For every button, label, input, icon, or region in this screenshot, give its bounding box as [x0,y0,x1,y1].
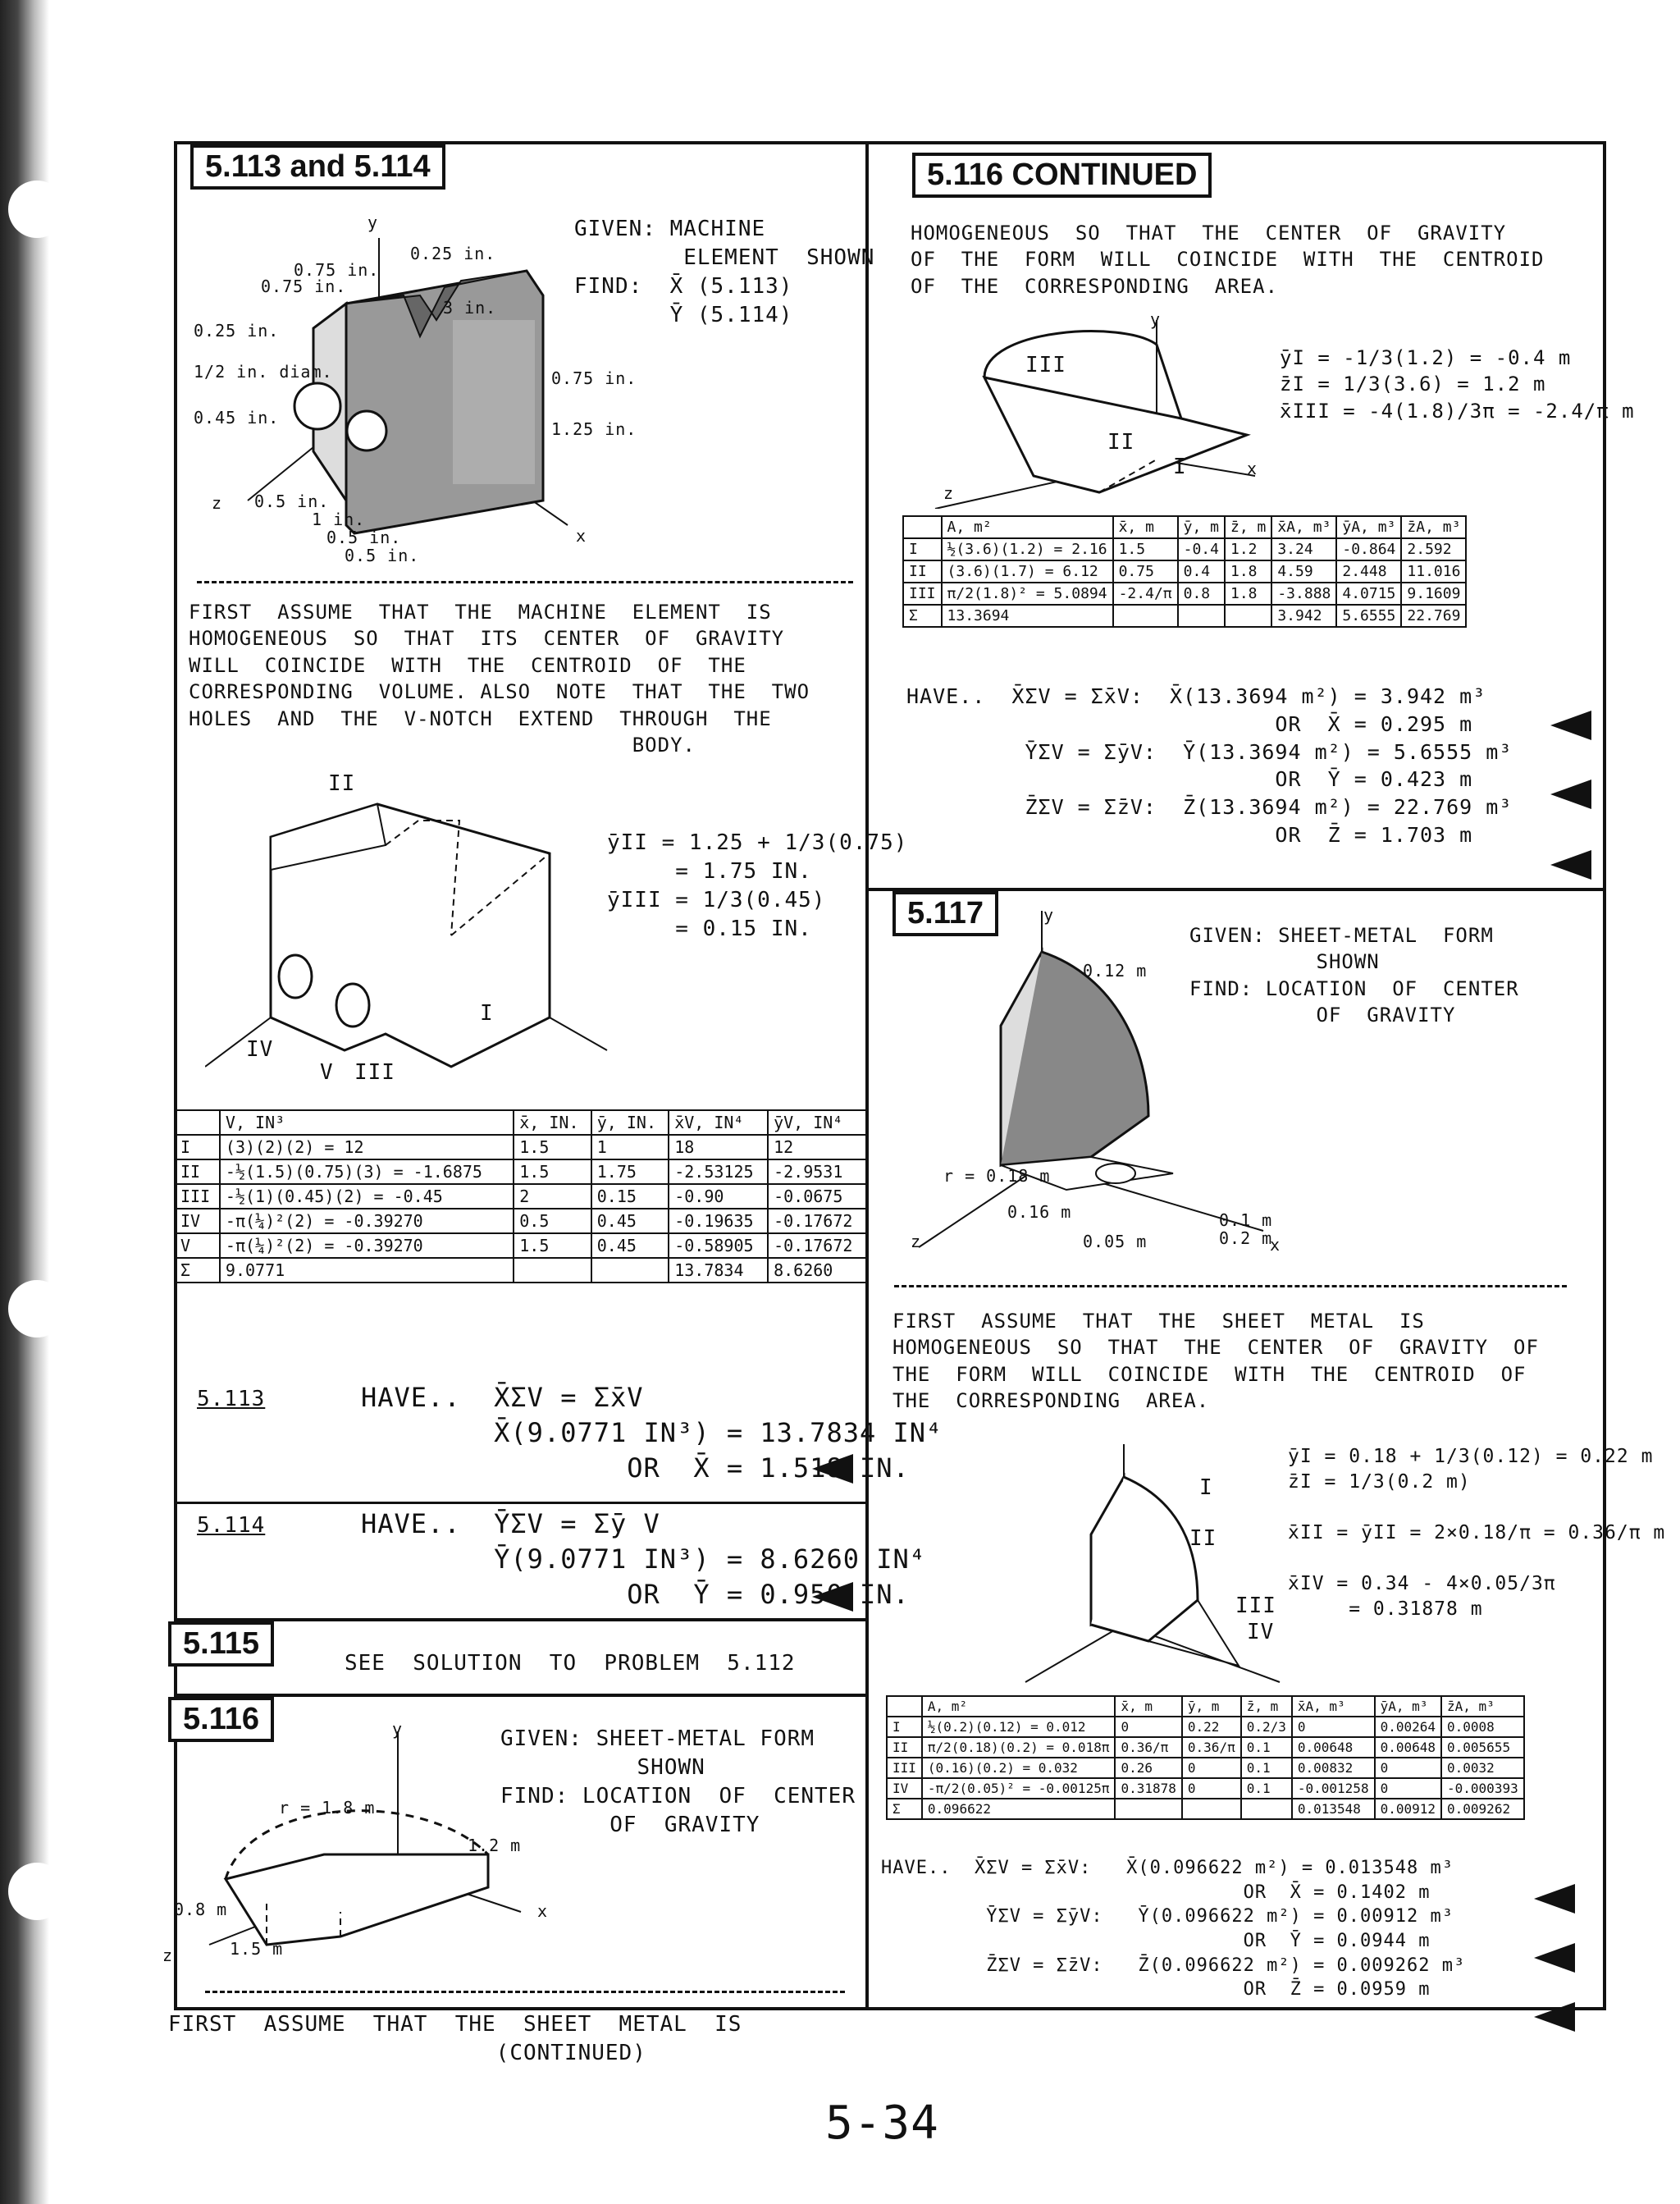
solution-114: HAVE.. ȲΣV = Σȳ V Ȳ(9.0771 IN³) = 8.6260 IN⁴ OR Ȳ = 0.950 IN. [361,1508,927,1611]
table-cell: 1.5 [514,1135,591,1159]
table-cell: 0.1 [1241,1737,1292,1758]
table-cell: 0.8 [1178,583,1225,605]
figure-113 [182,205,592,566]
table-cell: -0.58905 [669,1233,768,1258]
text-115: SEE SOLUTION TO PROBLEM 5.112 [345,1651,796,1676]
dim-label: 1.2 m [468,1836,522,1855]
table-cell: 0.5 [514,1209,591,1233]
table-cell [591,1258,669,1283]
header-cell: A, m² [922,1696,1116,1717]
section-separator [197,581,853,583]
problem-title-113: 5.113 and 5.114 [190,144,445,190]
dim-label: 0.1 m [1219,1210,1273,1230]
divider-114 [174,1502,867,1504]
table-cell: 1.5 [514,1159,591,1184]
table-cell: -0.17672 [768,1209,867,1233]
dim-label: 0.75 in. [294,260,380,280]
table-cell: 0.00832 [1292,1758,1375,1778]
table-cell: (3.6)(1.7) = 6.12 [942,560,1113,583]
axis-x-label: x [576,526,587,546]
header-cell: x̄, m [1113,516,1178,538]
table-cell: 0.0032 [1441,1758,1524,1778]
dim-label: 0.25 in. [410,244,496,263]
table-cell: IV [887,1778,922,1799]
table-cell: 9.1609 [1401,583,1466,605]
table-cell [1241,1799,1292,1819]
table-cell: V [175,1233,220,1258]
part-label: V [320,1060,334,1085]
dim-label: 1.25 in. [551,419,637,439]
dim-label: 1/2 in. diam. [194,362,333,382]
table-cell: 3.942 [1271,605,1336,627]
table-row [887,1737,1524,1758]
axis-x-label: x [1247,459,1258,478]
table-cell: 13.3694 [942,605,1113,627]
table-cell: 13.7834 [669,1258,768,1283]
table-cell: 4.0715 [1336,583,1401,605]
given-find-113: GIVEN: MACHINE ELEMENT SHOWN FIND: X̄ (5.113) Ȳ (5.114) [574,217,875,328]
table-cell: 0 [1182,1778,1241,1799]
header-cell [175,1110,220,1135]
table-cell: 1.5 [514,1233,591,1258]
part-label: I [1199,1475,1213,1500]
section-separator [894,1285,1567,1287]
table-cell: 0.013548 [1292,1799,1375,1819]
table-116c [902,515,1467,628]
binder-hole [8,1280,66,1337]
table-cell: 1.2 [1225,538,1271,560]
binder-hole [8,181,66,238]
table-row [175,1233,867,1258]
table-cell: 12 [768,1135,867,1159]
table-cell: -π/2(0.05)² = -0.00125π [922,1778,1116,1799]
table-cell: 0.1 [1241,1758,1292,1778]
dim-label: 0.2 m [1219,1228,1273,1248]
assumption-113: FIRST ASSUME THAT THE MACHINE ELEMENT IS HOMOGENEOUS SO THAT ITS CENTER OF GRAVITY WILL COINCIDE WITH THE CENTROID OF THE CORRESPONDING VOLUME. ALSO NOTE THAT THE TWO HOLES AND THE V-NOTCH EXTEND THROUGH THE BODY. [189,601,810,757]
answer-arrow [812,1582,853,1612]
answer-arrow [1534,1943,1575,1973]
table-cell: I [887,1717,922,1737]
table-cell: 0.009262 [1441,1799,1524,1819]
dim-label: r = 0.18 m [943,1166,1051,1186]
table-cell: -0.19635 [669,1209,768,1233]
table-header-row [903,516,1466,538]
table-cell: 0.31878 [1115,1778,1181,1799]
table-cell: -0.4 [1178,538,1225,560]
header-cell: x̄A, m³ [1292,1696,1375,1717]
table-row [903,560,1466,583]
header-cell [903,516,942,538]
table-cell: -π(¼)²(2) = -0.39270 [220,1233,514,1258]
table-sum-row [175,1258,867,1283]
dim-label: 0.8 m [174,1900,228,1919]
table-cell: 22.769 [1401,605,1466,627]
table-cell: III [175,1184,220,1209]
part-label: I [480,1001,494,1026]
header-cell: ȳA, m³ [1336,516,1401,538]
axis-y-label: y [1150,309,1162,329]
table-cell: 0 [1182,1758,1241,1778]
given-find-117: GIVEN: SHEET-METAL FORM SHOWN FIND: LOCATION OF CENTER OF GRAVITY [1189,924,1519,1027]
part-label: IV [246,1037,274,1062]
dim-label: 0.05 m [1083,1232,1148,1251]
table-cell: III [903,583,942,605]
table-cell: 0.45 [591,1209,669,1233]
table-cell: 0.26 [1115,1758,1181,1778]
header-cell: ȳ, m [1178,516,1225,538]
table-cell: 2.448 [1336,560,1401,583]
dim-label: 0.12 m [1083,961,1148,981]
table-cell: -2.9531 [768,1159,867,1184]
result-117: HAVE.. X̄ΣV = Σx̄V: X̄(0.096622 m²) = 0.013548 m³ OR X̄ = 0.1402 m ȲΣV = ΣȳV: Ȳ(0.096622 m²) = 0.00912 m³ OR Ȳ = 0.0944 m Z̄ΣV = Σz̄V: Z̄(0.096622 m²) = 0.009262 m³ OR Z̄ = 0.0959 m [881,1858,1466,2001]
axis-z-label: z [162,1946,174,1965]
dim-label: 0.75 in. [551,368,637,388]
table-cell: 2 [514,1184,591,1209]
table-cell: II [903,560,942,583]
part-label: III [1235,1594,1276,1618]
table-cell [1113,605,1178,627]
header-cell: ȳA, m³ [1375,1696,1441,1717]
table-cell: -0.864 [1336,538,1401,560]
table-cell: 0.4 [1178,560,1225,583]
table-cell: -0.90 [669,1184,768,1209]
table-cell: 2.592 [1401,538,1466,560]
dim-label: 0.5 in. [345,546,420,565]
axis-z-label: z [943,483,955,503]
table-cell: 8.6260 [768,1258,867,1283]
header-cell: V, IN³ [220,1110,514,1135]
answer-arrow [1550,850,1591,880]
table-header-row [887,1696,1524,1717]
table-header-row [175,1110,867,1135]
axis-y-label: y [1043,905,1055,925]
header-cell: ȳ, IN. [591,1110,669,1135]
given-find-116: GIVEN: SHEET-METAL FORM SHOWN FIND: LOCATION OF CENTER OF GRAVITY [500,1726,856,1838]
dim-label: 0.45 in. [194,408,280,428]
table-row [887,1717,1524,1737]
table-cell: -½(1.5)(0.75)(3) = -1.6875 [220,1159,514,1184]
problem-title-116: 5.116 [168,1697,274,1742]
dim-label: 0.5 in. [326,528,402,547]
table-cell: IV [175,1209,220,1233]
table-cell [1178,605,1225,627]
table-cell: 1.5 [1113,538,1178,560]
axis-x-label: x [537,1901,549,1921]
table-cell: 1.75 [591,1159,669,1184]
table-cell: -3.888 [1271,583,1336,605]
table-cell: 0.005655 [1441,1737,1524,1758]
table-cell [1115,1799,1181,1819]
figure-117-parts [1009,1444,1288,1690]
answer-arrow [812,1454,853,1484]
table-cell: (0.16)(0.2) = 0.032 [922,1758,1116,1778]
table-cell: ½(0.2)(0.12) = 0.012 [922,1717,1116,1737]
dim-label: 0.75 in. [261,277,347,296]
table-cell: 0.0008 [1441,1717,1524,1737]
table-cell: 1 [591,1135,669,1159]
dim-label: 0.16 m [1007,1202,1072,1222]
table-cell: (3)(2)(2) = 12 [220,1135,514,1159]
table-cell: 0 [1292,1717,1375,1737]
header-cell: ȳV, IN⁴ [768,1110,867,1135]
table-cell: 5.6555 [1336,605,1401,627]
dim-label: r = 1.8 m [279,1798,376,1818]
dim-label: 0.5 in. [254,492,330,511]
table-row [175,1209,867,1233]
table-row [175,1184,867,1209]
table-cell: 0.1 [1241,1778,1292,1799]
axis-x-label: x [1270,1235,1281,1255]
part-label: II [328,771,356,796]
table-row [175,1159,867,1184]
part-label: IV [1247,1620,1275,1644]
dim-label: 1 in. [312,510,366,529]
part-label: I [1173,455,1187,479]
table-cell: III [887,1758,922,1778]
axis-y-label: y [368,213,379,232]
problem-title-116-continued: 5.116 CONTINUED [912,153,1212,198]
header-cell: A, m² [942,516,1113,538]
part-label: III [354,1060,395,1085]
table-cell: 0.15 [591,1184,669,1209]
table-cell: II [887,1737,922,1758]
answer-arrow [1534,1884,1575,1914]
table-cell: -0.17672 [768,1233,867,1258]
table-cell: -2.4/π [1113,583,1178,605]
table-cell: 0.00912 [1375,1799,1441,1819]
table-cell: Σ [887,1799,922,1819]
table-cell: 0.45 [591,1233,669,1258]
calc-113: ȳII = 1.25 + 1/3(0.75) = 1.75 IN. ȳIII = 1/3(0.45) = 0.15 IN. [607,830,908,942]
table-cell: 0.00648 [1375,1737,1441,1758]
header-cell: z̄, m [1225,516,1271,538]
axis-z-label: z [212,493,223,513]
table-cell: π/2(1.8)² = 5.0894 [942,583,1113,605]
table-cell: π/2(0.18)(0.2) = 0.018π [922,1737,1116,1758]
answer-arrow [1534,2002,1575,2032]
table-cell: 4.59 [1271,560,1336,583]
table-cell: 0.2/3 [1241,1717,1292,1737]
section-separator [205,1991,845,1993]
header-cell: x̄, m [1115,1696,1181,1717]
result-116c: HAVE.. X̄ΣV = Σx̄V: X̄(13.3694 m²) = 3.942 m³ OR X̄ = 0.295 m ȲΣV = ΣȳV: Ȳ(13.3694 m²) = 5.6555 m³ OR Ȳ = 0.423 m Z̄ΣV = Σz̄V: Z̄(13.3694 m²) = 22.769 m³ OR Z̄ = 1.703 m [906,684,1513,847]
calc-117: ȳI = 0.18 + 1/3(0.12) = 0.22 m z̄I = 1/3(0.2 m) x̄II = ȳII = 2×0.18/π = 0.36/π m x̄IV = 0.34 - 4×0.05/3π = 0.31878 m [1288,1446,1666,1621]
part-label: II [1107,430,1135,455]
table-cell: -½(1)(0.45)(2) = -0.45 [220,1184,514,1209]
table-cell: 0.00648 [1292,1737,1375,1758]
table-cell [1182,1799,1241,1819]
page-number: 5-34 [825,2097,939,2150]
label-5113: 5.113 [197,1387,266,1411]
dim-label: 3 in. [443,298,497,318]
table-cell: 0 [1375,1778,1441,1799]
table-cell: -2.53125 [669,1159,768,1184]
table-cell: -0.001258 [1292,1778,1375,1799]
table-sum-row [887,1799,1524,1819]
table-cell: 0 [1375,1758,1441,1778]
problem-title-115: 5.115 [168,1621,274,1667]
table-cell: ½(3.6)(1.2) = 2.16 [942,538,1113,560]
dim-label: 0.25 in. [194,321,280,341]
problem-title-117: 5.117 [892,891,998,936]
calc-116c: ȳI = -1/3(1.2) = -0.4 m z̄I = 1/3(3.6) = 1.2 m x̄III = -4(1.8)/3π = -2.4/π m [1280,346,1635,423]
table-cell: 0.75 [1113,560,1178,583]
table-cell: 0.36/π [1115,1737,1181,1758]
divider-116 [174,1694,867,1697]
table-row [903,538,1466,560]
table-cell: 0.22 [1182,1717,1241,1737]
table-cell: 0.096622 [922,1799,1116,1819]
table-cell [514,1258,591,1283]
header-cell: z̄, m [1241,1696,1292,1717]
table-cell: 1.8 [1225,560,1271,583]
table-cell: 18 [669,1135,768,1159]
binder-hole [8,1863,66,1920]
part-label: III [1025,353,1066,377]
table-row [903,583,1466,605]
header-cell: z̄A, m³ [1441,1696,1524,1717]
table-row [887,1758,1524,1778]
header-cell: x̄, IN. [514,1110,591,1135]
table-cell: 1.8 [1225,583,1271,605]
table-cell: 3.24 [1271,538,1336,560]
table-cell: -0.000393 [1441,1778,1524,1799]
part-label: II [1189,1526,1217,1551]
header-cell: ȳ, m [1182,1696,1241,1717]
label-5114: 5.114 [197,1513,266,1538]
answer-arrow [1550,780,1591,809]
column-divider [865,141,869,2007]
table-cell: -π(¼)²(2) = -0.39270 [220,1209,514,1233]
table-cell: Σ [175,1258,220,1283]
axis-z-label: z [911,1232,922,1251]
table-cell: 0 [1115,1717,1181,1737]
assumption-117: FIRST ASSUME THAT THE SHEET METAL IS HOMOGENEOUS SO THAT THE CENTER OF GRAVITY OF THE FORM WILL COINCIDE WITH THE CENTROID OF THE CORRESPONDING AREA. [892,1310,1539,1413]
table-cell: -0.0675 [768,1184,867,1209]
assumption-116: FIRST ASSUME THAT THE SHEET METAL IS (CONTINUED) [168,2012,742,2066]
table-cell: Σ [903,605,942,627]
table-cell: II [175,1159,220,1184]
header-cell: x̄V, IN⁴ [669,1110,768,1135]
table-cell [1225,605,1271,627]
table-117 [886,1695,1525,1820]
table-cell: 0.36/π [1182,1737,1241,1758]
table-cell: 0.00264 [1375,1717,1441,1737]
table-cell: I [175,1135,220,1159]
figure-116c [911,312,1271,509]
table-row [175,1135,867,1159]
table-cell: I [903,538,942,560]
solution-113: HAVE.. X̄ΣV = Σx̄V X̄(9.0771 IN³) = 13.7834 IN⁴ OR X̄ = 1.518 IN. [361,1382,943,1484]
header-cell: z̄A, m³ [1401,516,1466,538]
table-113 [174,1109,868,1283]
table-cell: 11.016 [1401,560,1466,583]
header-cell [887,1696,922,1717]
table-cell: 9.0771 [220,1258,514,1283]
header-cell: x̄A, m³ [1271,516,1336,538]
divider-115 [174,1618,867,1621]
answer-arrow [1550,711,1591,740]
axis-y-label: y [392,1719,404,1739]
dim-label: 1.5 m [230,1939,284,1959]
table-row [887,1778,1524,1799]
table-sum-row [903,605,1466,627]
text-116c: HOMOGENEOUS SO THAT THE CENTER OF GRAVITY OF THE FORM WILL COINCIDE WITH THE CENTROID OF THE CORRESPONDING AREA. [911,222,1545,298]
